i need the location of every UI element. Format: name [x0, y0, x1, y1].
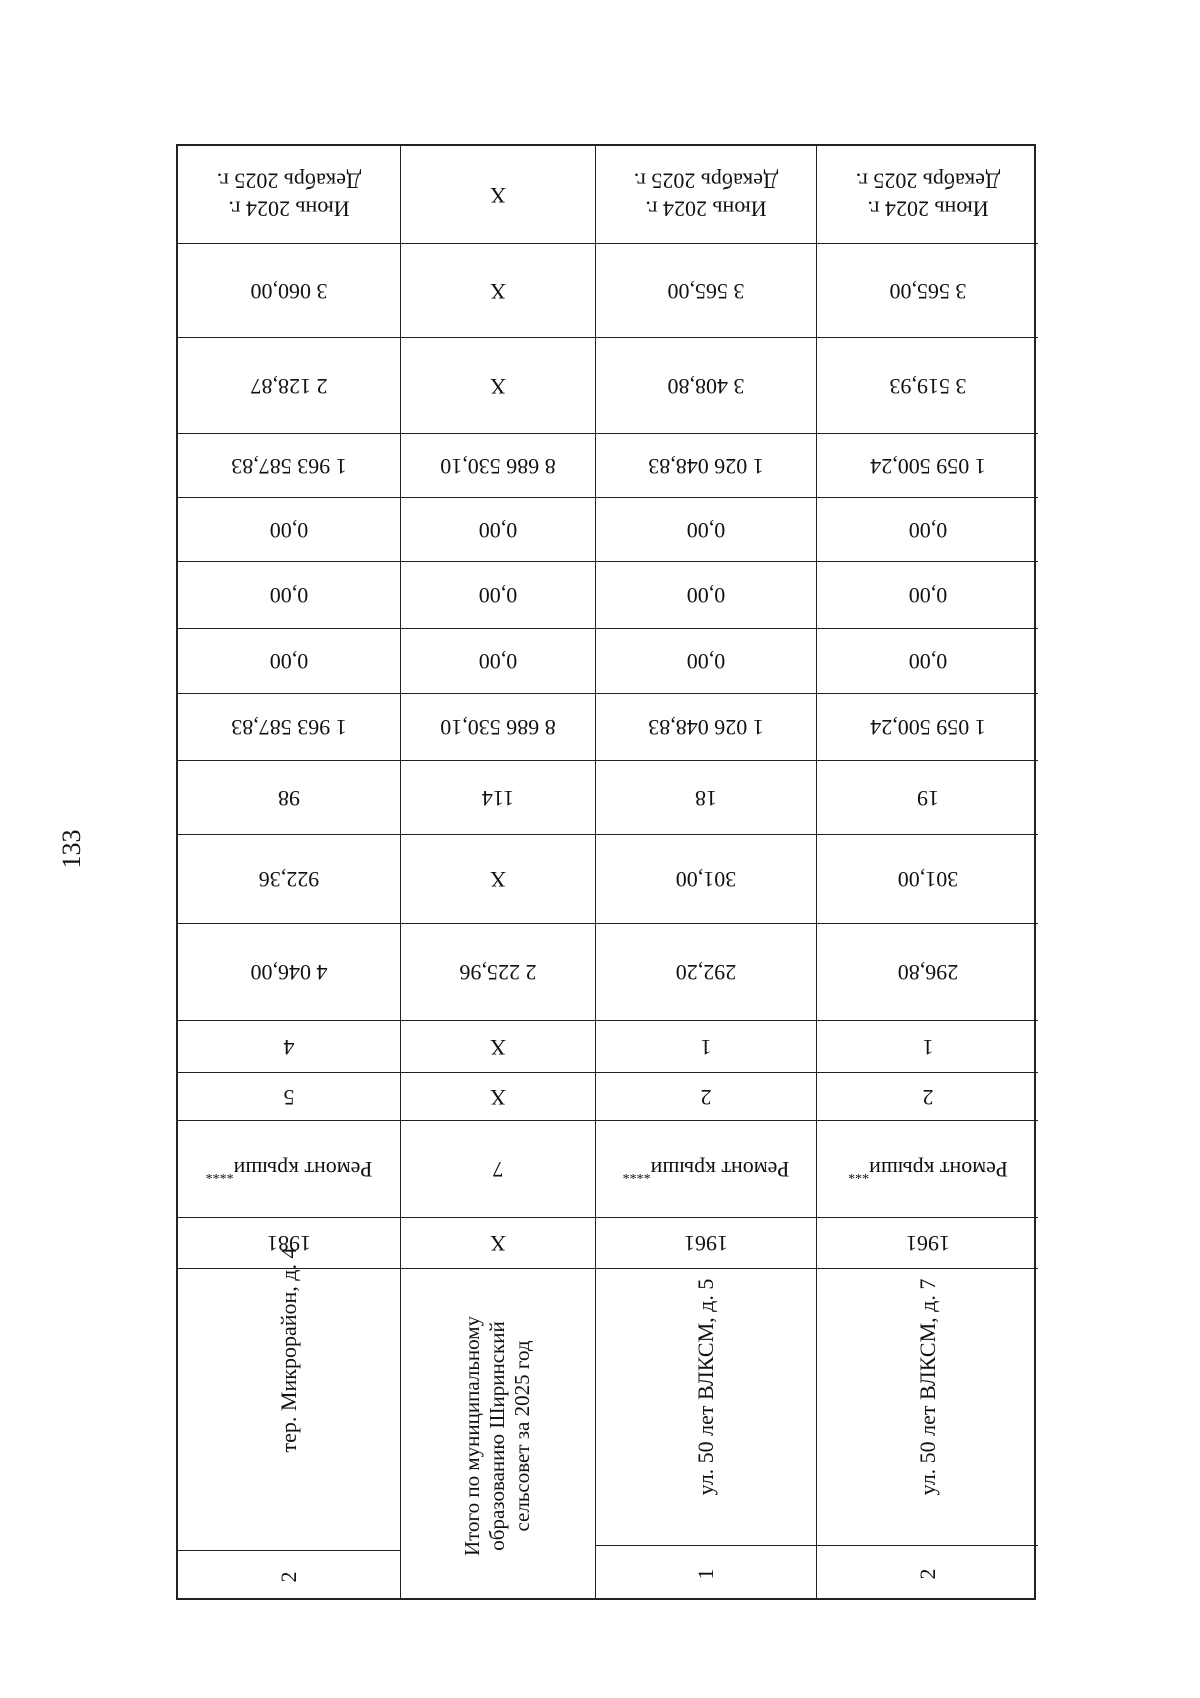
zero-cell: 0,00 [178, 498, 400, 562]
work-type-cell [596, 1121, 816, 1218]
c4-cell: 1 [817, 1021, 1038, 1073]
row-number-cell [178, 1551, 400, 1602]
zero-cell: 0,00 [178, 629, 400, 694]
zero-cell: 0,00 [596, 498, 816, 562]
cost-total-cell: 1 963 587,83 [178, 434, 400, 498]
work-count-cell: 7 [401, 1121, 595, 1218]
footnote-mark: **** [622, 1166, 651, 1182]
address-text: тер. Микрорайон, д. 4 [275, 1247, 301, 1452]
footnote-mark: *** [847, 1166, 869, 1182]
period-start: Июнь 2024 г. [645, 196, 767, 221]
row-number-cell [817, 1546, 1038, 1602]
zero-cell: 0,00 [596, 629, 816, 694]
limit-cost-cell: 3 565,00 [596, 244, 816, 338]
zero-cell: 0,00 [817, 562, 1038, 629]
work-type-label: Ремонт крыши [650, 1156, 790, 1182]
row-number: 2 [914, 1568, 940, 1580]
residents-cell: 114 [401, 761, 595, 835]
cost-total-cell: 1 059 500,24 [817, 434, 1038, 498]
cost-cell: 8 686 530,10 [401, 694, 595, 761]
period-cell [817, 146, 1038, 244]
address-cell [178, 1247, 400, 1551]
row-number: 2 [275, 1571, 301, 1582]
zero-cell: 0,00 [817, 498, 1038, 562]
area-cell: 296,80 [817, 924, 1038, 1021]
c5-cell: 5 [178, 1073, 400, 1121]
c5-cell: 2 [596, 1073, 816, 1121]
area2-cell: 301,00 [817, 835, 1038, 924]
year-cell: 1981 [178, 1218, 400, 1269]
table-row-vlksm-5 [596, 146, 817, 1598]
unit-cost-cell: 2 128,87 [178, 338, 400, 434]
address-cell [596, 1269, 816, 1546]
year-cell: Х [401, 1218, 595, 1269]
total-label: Итого по муниципальному образованию Ширинский сельсовет за 2025 год [460, 1315, 535, 1556]
period-end: Декабрь 2025 г. [855, 168, 1000, 194]
cost-total-cell: 1 026 048,83 [596, 434, 816, 498]
c5-cell: 2 [817, 1073, 1038, 1121]
work-type-cell [817, 1121, 1038, 1218]
address-text: ул. 50 лет ВЛКСМ, д. 5 [692, 1278, 718, 1496]
row-number: 1 [692, 1568, 718, 1580]
c4-cell: 1 [596, 1021, 816, 1073]
zero-cell: 0,00 [596, 562, 816, 629]
work-type-label: Ремонт крыши [233, 1156, 373, 1182]
address-cell [817, 1269, 1038, 1546]
work-type-cell [178, 1121, 400, 1218]
year-cell: 1961 [817, 1218, 1038, 1269]
address-text: ул. 50 лет ВЛКСМ, д. 7 [914, 1278, 940, 1496]
footnote-mark: **** [205, 1166, 234, 1182]
unit-cost-cell: Х [401, 338, 595, 434]
period-start: Июнь 2024 г. [228, 196, 350, 221]
zero-cell: 0,00 [817, 629, 1038, 694]
limit-cost-cell: 3 060,00 [178, 244, 400, 338]
year-cell: 1961 [596, 1218, 816, 1269]
work-type-label: Ремонт крыши [868, 1156, 1008, 1182]
zero-cell: 0,00 [401, 629, 595, 694]
residents-cell: 19 [817, 761, 1038, 835]
repair-table [176, 144, 1036, 1600]
c4-cell: 4 [178, 1021, 400, 1073]
total-label-cell [401, 1269, 595, 1602]
page-number: 133 [57, 829, 86, 869]
table-row-vlksm-7 [817, 146, 1038, 1598]
area2-cell: 922,36 [178, 835, 400, 924]
residents-cell: 18 [596, 761, 816, 835]
c4-cell: Х [401, 1021, 595, 1073]
period-start: Июнь 2024 г. [866, 196, 989, 221]
period-cell: Х [401, 146, 595, 244]
area2-cell: Х [401, 835, 595, 924]
cost-cell: 1 059 500,24 [817, 694, 1038, 761]
limit-cost-cell: Х [401, 244, 595, 338]
cost-total-cell: 8 686 530,10 [401, 434, 595, 498]
period-cell [178, 146, 400, 244]
area-cell: 4 046,00 [178, 924, 400, 1021]
period-cell [596, 146, 816, 244]
residents-cell: 98 [178, 761, 400, 835]
limit-cost-cell: 3 565,00 [817, 244, 1038, 338]
area-cell: 2 225,96 [401, 924, 595, 1021]
area-cell: 292,20 [596, 924, 816, 1021]
zero-cell: 0,00 [401, 562, 595, 629]
cost-cell: 1 963 587,83 [178, 694, 400, 761]
row-number-cell [596, 1546, 816, 1602]
table-row-mikrorajon-4 [178, 146, 401, 1598]
area2-cell: 301,00 [596, 835, 816, 924]
zero-cell: 0,00 [178, 562, 400, 629]
zero-cell: 0,00 [401, 498, 595, 562]
c5-cell: Х [401, 1073, 595, 1121]
table-row-total [401, 146, 596, 1598]
cost-cell: 1 026 048,83 [596, 694, 816, 761]
unit-cost-cell: 3 519,93 [817, 338, 1038, 434]
unit-cost-cell: 3 408,80 [596, 338, 816, 434]
period-end: Декабрь 2025 г. [633, 168, 779, 194]
period-end: Декабрь 2025 г. [216, 168, 362, 194]
